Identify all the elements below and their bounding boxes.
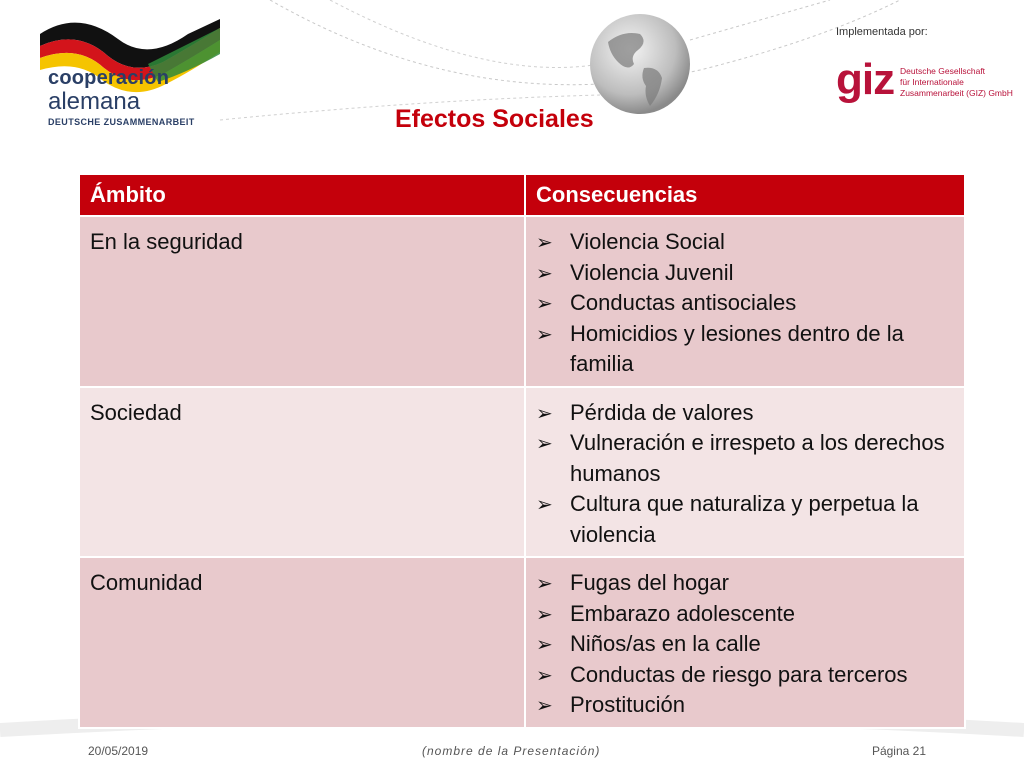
footer-date: 20/05/2019 xyxy=(88,744,149,758)
consequences-cell xyxy=(525,557,965,728)
list-item: ➢ Conductas de riesgo para terceros xyxy=(570,660,954,691)
giz-logo-text xyxy=(900,66,1013,99)
ambito-cell: Sociedad xyxy=(79,387,525,558)
table-row xyxy=(79,216,965,387)
table-row xyxy=(79,387,965,558)
list-item: ➢ Conductas antisociales xyxy=(570,288,954,319)
list-item: ➢ Cultura que naturaliza y perpetua la violencia xyxy=(570,489,954,550)
ambito-cell: Comunidad xyxy=(79,557,525,728)
list-item: ➢ Violencia Social xyxy=(570,227,954,258)
list-item: ➢ Homicidios y lesiones dentro de la familia xyxy=(570,319,954,380)
german-cooperation-wordmark xyxy=(48,68,195,127)
ambito-cell: En la seguridad xyxy=(79,216,525,387)
footer xyxy=(0,744,1024,768)
table-header-row xyxy=(79,174,965,216)
slide-title: Efectos Sociales xyxy=(395,105,594,133)
consequences-list xyxy=(536,398,954,551)
giz-line-3: Zusammenarbeit (GIZ) GmbH xyxy=(900,88,1013,98)
list-item: ➢ Vulneración e irrespeto a los derechos humanos xyxy=(570,428,954,489)
list-item: ➢ Fugas del hogar xyxy=(570,568,954,599)
list-item: ➢ Pérdida de valores xyxy=(570,398,954,429)
list-item: ➢ Violencia Juvenil xyxy=(570,258,954,289)
giz-logo-mark: giz xyxy=(836,55,895,104)
list-item: ➢ Prostitución xyxy=(570,690,954,721)
header-ambito: Ámbito xyxy=(79,174,525,216)
footer-page-number: Página 21 xyxy=(871,744,926,758)
consequences-list xyxy=(536,568,954,721)
header-consecuencias: Consecuencias xyxy=(525,174,965,216)
globe-icon xyxy=(588,12,692,116)
coop-line-1: cooperación xyxy=(48,67,170,89)
consequences-list xyxy=(536,227,954,380)
giz-line-2: für Internationale xyxy=(900,77,964,87)
footer-presentation-name: (nombre de la Presentación) xyxy=(422,744,601,758)
list-item: ➢ Embarazo adolescente xyxy=(570,599,954,630)
coop-line-3: DEUTSCHE ZUSAMMENARBEIT xyxy=(48,117,195,127)
list-item: ➢ Niños/as en la calle xyxy=(570,629,954,660)
table-row xyxy=(79,557,965,728)
consequences-cell xyxy=(525,216,965,387)
consequences-cell xyxy=(525,387,965,558)
implementer-label: Implementada por: xyxy=(836,26,928,38)
effects-table xyxy=(78,173,966,729)
giz-line-1: Deutsche Gesellschaft xyxy=(900,66,986,76)
coop-line-2: alemana xyxy=(48,88,141,115)
